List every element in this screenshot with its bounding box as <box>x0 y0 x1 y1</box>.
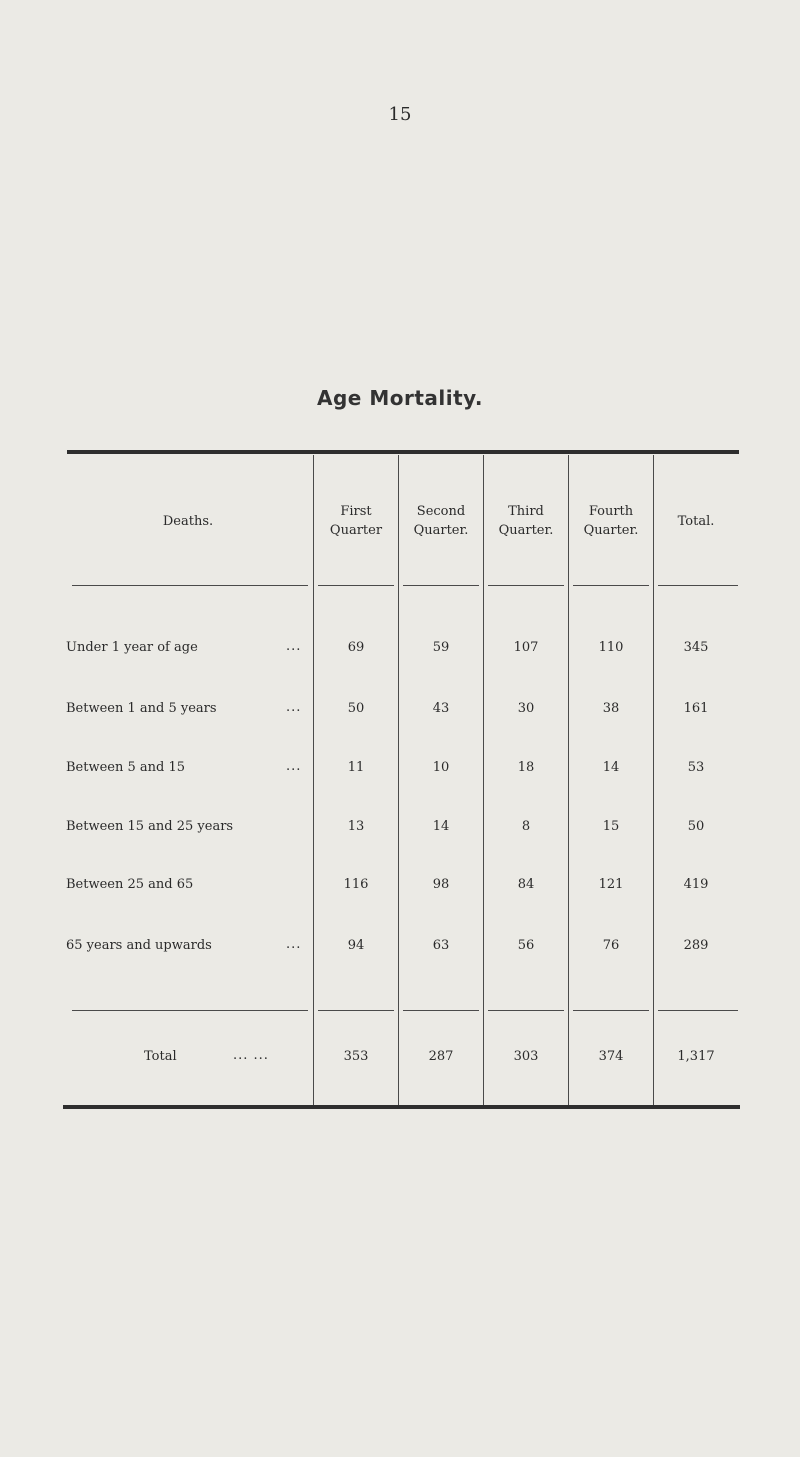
header-first-quarter: First Quarter <box>329 504 383 538</box>
cell-fourth-quarter: 15 <box>602 819 620 834</box>
cell-second-quarter: 59 <box>432 640 450 655</box>
cell-total: 50 <box>687 819 705 834</box>
total-rule <box>403 1010 479 1011</box>
cell-third-quarter: 8 <box>521 819 531 834</box>
cell-fourth-quarter: 14 <box>602 760 620 775</box>
header-second-quarter: Second Quarter. <box>413 504 469 538</box>
cell-total: 161 <box>683 701 709 716</box>
leader-dots: ... <box>286 937 302 952</box>
header-fourth-quarter: Fourth Quarter. <box>583 504 639 538</box>
cell-third-quarter: 107 <box>513 640 539 655</box>
cell-third-quarter: 84 <box>517 877 535 892</box>
column-divider <box>398 455 399 1106</box>
cell-fourth-quarter: 76 <box>602 938 620 953</box>
cell-second-quarter: 14 <box>432 819 450 834</box>
table-title: Age Mortality. <box>317 386 483 410</box>
cell-first-quarter: 116 <box>343 877 369 892</box>
cell-second-quarter: 43 <box>432 701 450 716</box>
leader-dots: ... <box>286 759 302 774</box>
page-number: 15 <box>388 104 412 125</box>
cell-first-quarter: 50 <box>347 701 365 716</box>
leader-dots: ... <box>286 639 302 654</box>
cell-total: 53 <box>687 760 705 775</box>
header-rule <box>318 585 394 586</box>
cell-fourth-quarter: 38 <box>602 701 620 716</box>
total-rule <box>72 1010 308 1011</box>
cell-second-quarter: 10 <box>432 760 450 775</box>
cell-first-quarter: 94 <box>347 938 365 953</box>
leader-dots: ... ... <box>233 1048 269 1063</box>
leader-dots: ... <box>286 700 302 715</box>
header-rule <box>488 585 564 586</box>
header-rule <box>403 585 479 586</box>
cell-first-quarter: 69 <box>347 640 365 655</box>
table-bottom-rule <box>63 1105 740 1109</box>
column-divider <box>653 455 654 1106</box>
cell-second-quarter: 63 <box>432 938 450 953</box>
row-label: Between 5 and 15 <box>66 760 186 775</box>
cell-first-quarter: 13 <box>347 819 365 834</box>
header-rule <box>72 585 308 586</box>
cell-fourth-quarter: 121 <box>598 877 624 892</box>
total-rule <box>488 1010 564 1011</box>
header-rule <box>573 585 649 586</box>
cell-third-quarter: 18 <box>517 760 535 775</box>
cell-third-quarter: 56 <box>517 938 535 953</box>
total-label: Total <box>144 1049 177 1064</box>
cell-total: 289 <box>683 938 709 953</box>
header-rule <box>658 585 738 586</box>
cell-third-quarter: 303 <box>513 1049 539 1064</box>
cell-total: 345 <box>683 640 709 655</box>
column-divider <box>568 455 569 1106</box>
row-label: Between 15 and 25 years <box>66 819 234 834</box>
total-rule <box>573 1010 649 1011</box>
column-divider <box>483 455 484 1106</box>
cell-third-quarter: 30 <box>517 701 535 716</box>
header-total: Total. <box>677 514 715 529</box>
row-label: Between 1 and 5 years <box>66 701 217 716</box>
cell-first-quarter: 11 <box>347 760 365 775</box>
cell-fourth-quarter: 374 <box>598 1049 624 1064</box>
cell-first-quarter: 353 <box>343 1049 369 1064</box>
cell-fourth-quarter: 110 <box>598 640 624 655</box>
row-label: 65 years and upwards <box>66 938 212 953</box>
header-third-quarter: Third Quarter. <box>498 504 554 538</box>
cell-total: 419 <box>683 877 709 892</box>
cell-second-quarter: 98 <box>432 877 450 892</box>
row-label: Between 25 and 65 <box>66 877 194 892</box>
cell-total: 1,317 <box>677 1049 715 1064</box>
row-label: Under 1 year of age <box>66 640 198 655</box>
column-divider <box>313 455 314 1106</box>
total-rule <box>658 1010 738 1011</box>
total-rule <box>318 1010 394 1011</box>
header-deaths: Deaths. <box>162 514 214 529</box>
table-top-rule <box>67 450 739 454</box>
cell-second-quarter: 287 <box>428 1049 454 1064</box>
